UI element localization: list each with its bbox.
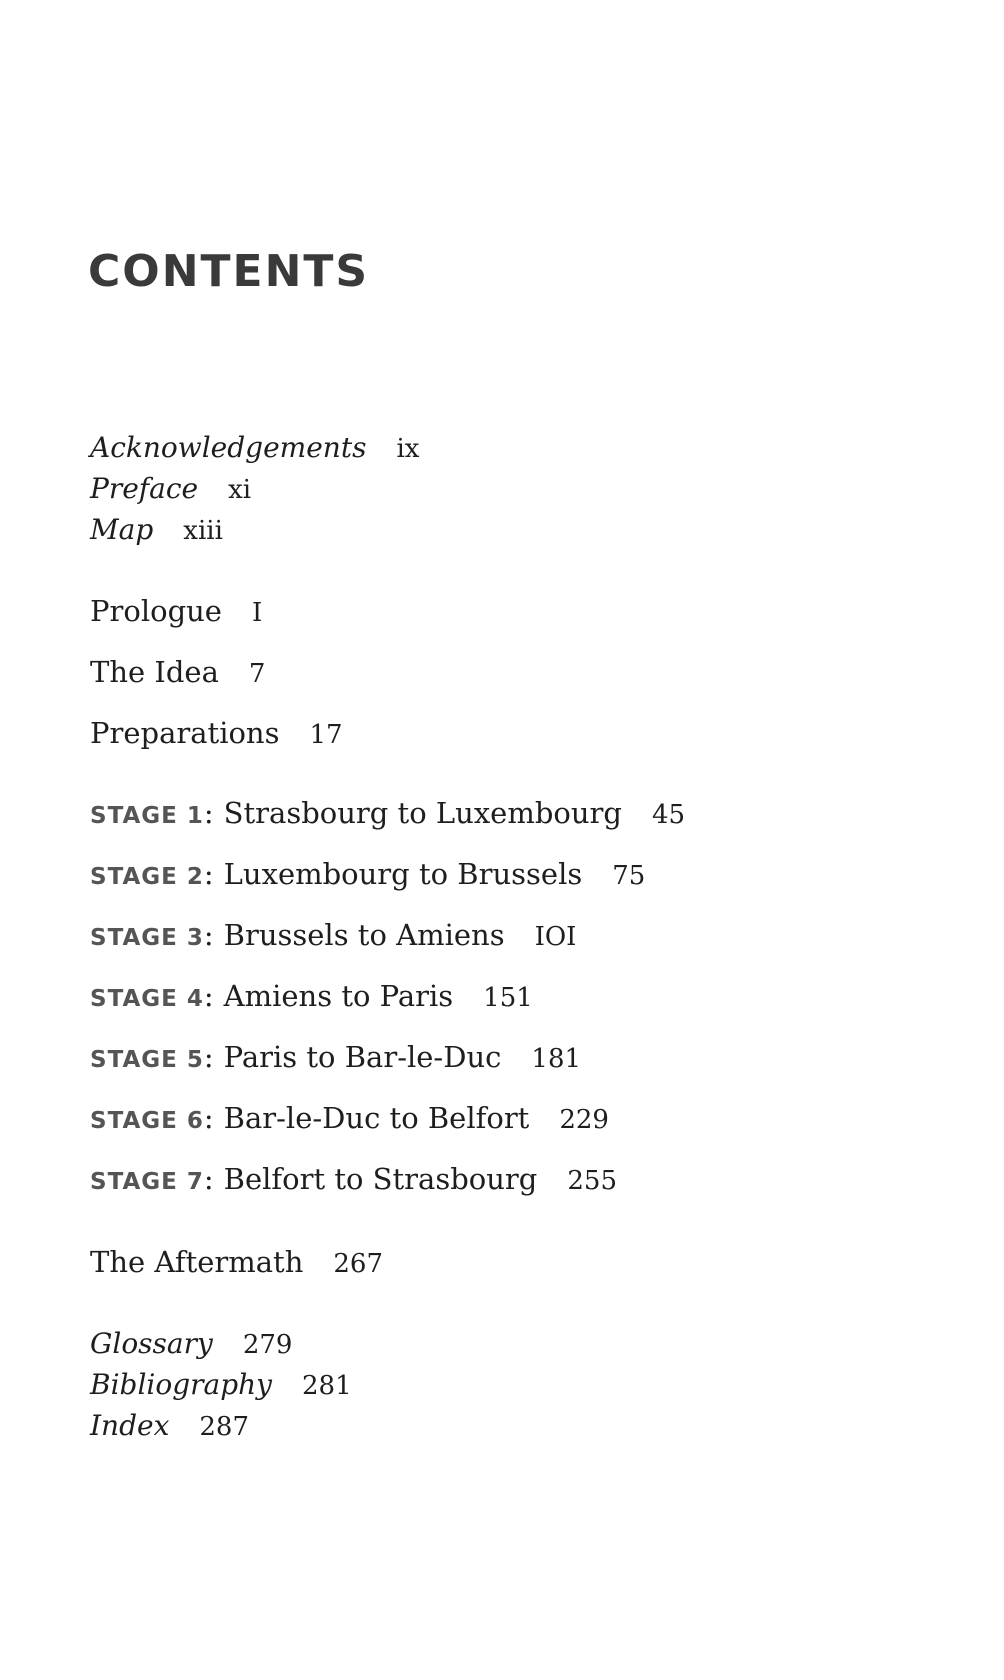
toc-page-number: I [251, 598, 263, 628]
toc-page-number: xi [228, 475, 252, 505]
stage-label: STAGE 4 [90, 986, 204, 1012]
toc-page-number: ix [396, 434, 420, 464]
toc-entry-stage-2[interactable] [90, 857, 646, 891]
toc-entry-title: Map [90, 513, 154, 546]
stage-label: STAGE 1 [90, 803, 204, 829]
toc-page-number: 287 [199, 1412, 250, 1442]
toc-page-number: 17 [309, 720, 343, 750]
toc-entry-title: Prologue [90, 594, 222, 628]
toc-entry-title: Brussels to Amiens [223, 918, 505, 952]
toc-page-number: IOI [534, 922, 577, 952]
toc-page-number: 279 [242, 1330, 293, 1360]
toc-entry-preface[interactable] [90, 472, 252, 505]
toc-entry-stage-5[interactable] [90, 1040, 582, 1074]
toc-entry-stage-7[interactable] [90, 1162, 617, 1196]
toc-entry-preparations[interactable] [90, 716, 343, 750]
toc-entry-title: The Idea [90, 655, 219, 689]
toc-page-number: xiii [183, 516, 223, 546]
toc-entry-title: Luxembourg to Brussels [223, 857, 583, 891]
toc-entry-the-idea[interactable] [90, 655, 266, 689]
toc-entry-title: Strasbourg to Luxembourg [223, 796, 622, 830]
toc-page-number: 181 [531, 1044, 582, 1074]
toc-entry-title: Belfort to Strasbourg [223, 1162, 538, 1196]
stage-colon: : [203, 1162, 214, 1196]
stage-label: STAGE 7 [90, 1169, 204, 1195]
toc-entry-title: Preparations [90, 716, 280, 750]
stage-label: STAGE 2 [90, 864, 204, 890]
stage-label: STAGE 6 [90, 1108, 204, 1134]
toc-entry-prologue[interactable] [90, 594, 263, 628]
toc-entry-index[interactable] [90, 1409, 250, 1442]
stage-colon: : [203, 857, 214, 891]
toc-page-number: 75 [612, 861, 646, 891]
toc-entry-map[interactable] [90, 513, 223, 546]
toc-entry-acknowledgements[interactable] [90, 431, 420, 464]
toc-entry-title: Bibliography [90, 1368, 272, 1401]
toc-entry-stage-1[interactable] [90, 796, 686, 830]
stage-label: STAGE 3 [90, 925, 204, 951]
toc-entry-title: Bar-le-Duc to Belfort [223, 1101, 530, 1135]
toc-entry-stage-6[interactable] [90, 1101, 609, 1135]
toc-page-number: 45 [651, 800, 686, 830]
toc-entry-stage-4[interactable] [90, 979, 533, 1013]
stage-colon: : [203, 979, 214, 1013]
toc-entry-title: Preface [90, 472, 199, 505]
stage-colon: : [203, 1040, 214, 1074]
toc-entry-title: Paris to Bar-le-Duc [223, 1040, 502, 1074]
stage-colon: : [203, 918, 214, 952]
stage-colon: : [203, 1101, 214, 1135]
toc-page-number: 255 [567, 1166, 617, 1196]
page-title: CONTENTS [88, 246, 370, 297]
toc-entry-stage-3[interactable] [90, 918, 577, 952]
toc-entry-title: Glossary [90, 1327, 213, 1360]
toc-page-number: 7 [248, 659, 266, 689]
toc-page-number: 151 [483, 983, 533, 1013]
toc-entry-title: Amiens to Paris [223, 979, 454, 1013]
toc-entry-title: Index [90, 1409, 170, 1442]
toc-entry-bibliography[interactable] [90, 1368, 352, 1401]
toc-page-number: 267 [333, 1249, 384, 1279]
toc-entry-glossary[interactable] [90, 1327, 293, 1360]
toc-page-number: 281 [302, 1371, 352, 1401]
stage-label: STAGE 5 [90, 1047, 204, 1073]
toc-entry-title: The Aftermath [90, 1245, 304, 1279]
toc-entry-title: Acknowledgements [90, 431, 367, 464]
toc-page-number: 229 [559, 1105, 609, 1135]
toc-entry-aftermath[interactable] [90, 1245, 384, 1279]
stage-colon: : [203, 796, 214, 830]
